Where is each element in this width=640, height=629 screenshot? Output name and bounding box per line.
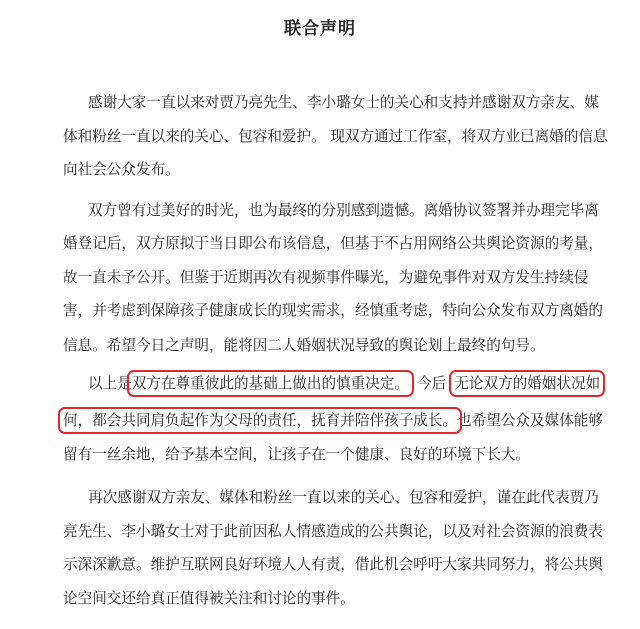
text-line: 体和粉丝一直以来的关心、包容和爱护。 现双方通过工作室，将双方业已离婚的信息 bbox=[63, 128, 608, 145]
text-line: 论空间交还给真正值得被关注和讨论的事件。 bbox=[63, 590, 355, 607]
text-line: 婚登记后，双方原拟于当日即公布该信息，但基于不占用网络公共舆论资源的考量， bbox=[63, 235, 603, 252]
document-title: 联合声明 bbox=[284, 19, 356, 39]
text-line: 亮先生、李小璐女士对于此前因私人情感造成的公共舆论，以及对社会资源的浪费表 bbox=[63, 523, 603, 540]
text-line: 害，并考虑到保障孩子健康成长的现实需求，经慎重考虑，特向公众发布双方离婚的 bbox=[63, 302, 603, 319]
text-line-highlighted bbox=[88, 374, 600, 394]
text-segment: 今后 bbox=[417, 375, 447, 392]
text-segment: 以上是 bbox=[88, 375, 132, 392]
text-line: 感谢大家一直以来对贾乃亮先生、李小璐女士的关心和支持并感谢双方亲友、媒 bbox=[88, 94, 599, 111]
text-line: 示深深歉意。维护互联网良好环境人人有责，借此机会呼吁大家共同努力，将公共舆 bbox=[63, 556, 603, 573]
text-line: 向社会公众发布。 bbox=[63, 161, 180, 178]
text-segment: 也希望公众及媒体能够 bbox=[457, 412, 603, 429]
highlight-box: 何，都会共同肩负起作为父母的责任，抚育并陪伴孩子成长。 bbox=[63, 412, 458, 429]
text-line: 双方曾有过美好的时光，也为最终的分别感到遗憾。离婚协议签署并办理完毕离 bbox=[88, 202, 599, 219]
text-line: 留有一丝余地，给予基本空间，让孩子在一个健康、良好的环境下长大。 bbox=[63, 446, 531, 463]
text-line-highlighted bbox=[63, 411, 603, 431]
highlight-box: 双方在尊重彼此的基础上做出的慎重决定。 bbox=[131, 375, 410, 392]
highlight-box: 无论双方的婚姻状况如 bbox=[454, 375, 601, 392]
text-line: 故一直未予公开。但鉴于近期再次有视频事件曝光，为避免事件对双方发生持续侵 bbox=[63, 269, 589, 286]
text-line: 信息。希望今日之声明，能将因二人婚姻状况导致的舆论划上最终的句号。 bbox=[63, 337, 545, 354]
text-line: 再次感谢双方亲友、媒体和粉丝一直以来的关心、包容和爱护，谨在此代表贾乃 bbox=[88, 489, 599, 506]
